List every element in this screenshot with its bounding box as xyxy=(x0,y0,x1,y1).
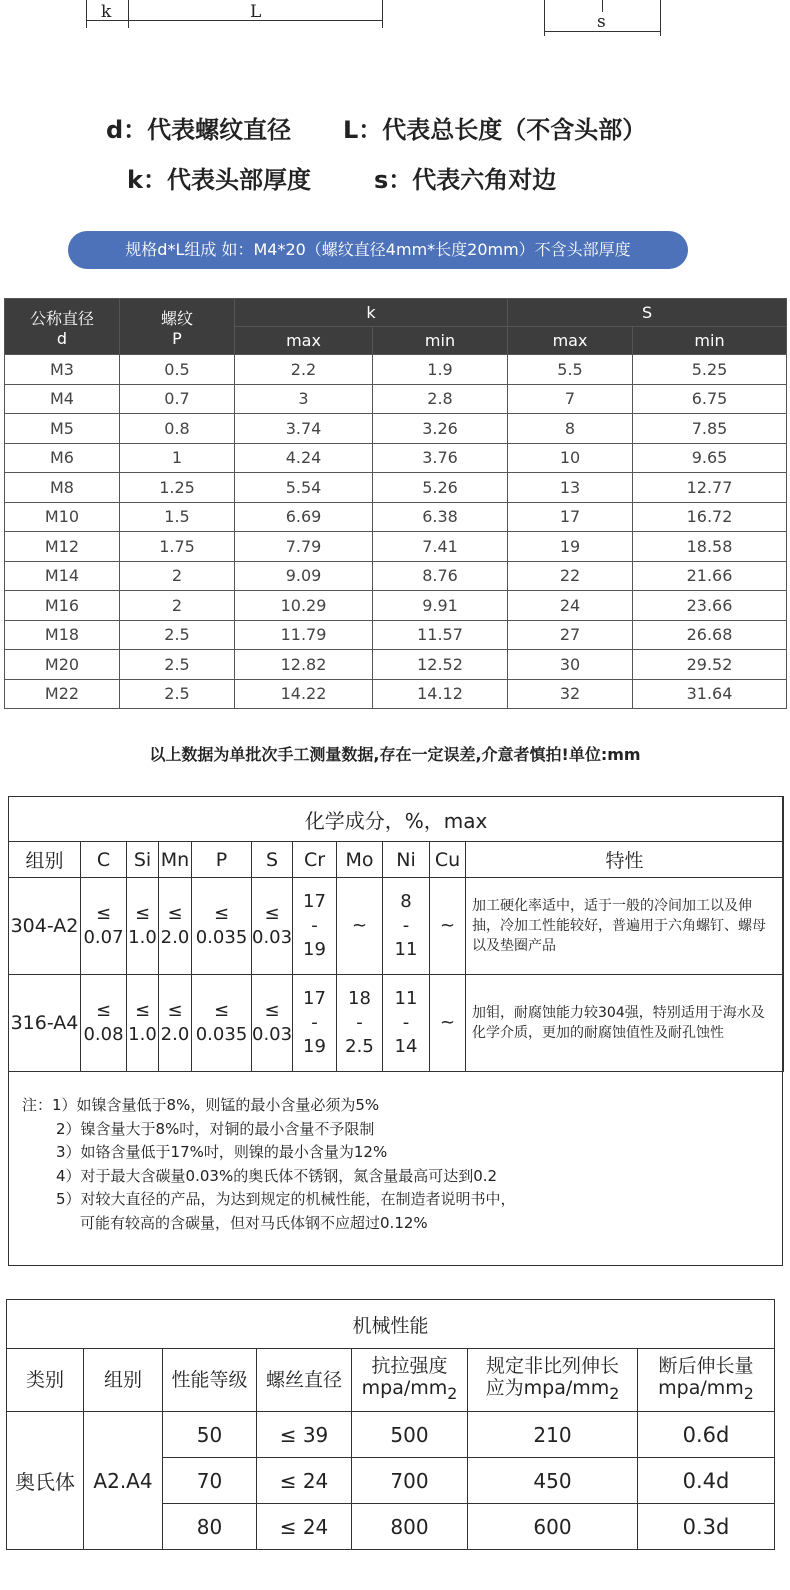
cell-k-min: 6.38 xyxy=(373,502,508,532)
chem-si xyxy=(127,878,159,975)
cell-pitch: 1.5 xyxy=(120,502,235,532)
mech-row xyxy=(7,1412,775,1458)
mech-header-elong-l2 xyxy=(638,1377,774,1405)
table-row xyxy=(5,561,787,591)
cell-s-min: 12.77 xyxy=(633,473,787,503)
chem-row xyxy=(9,975,784,1072)
chem-si xyxy=(127,975,159,1072)
cell-k-max: 14.22 xyxy=(235,679,373,709)
mech-header-yield-sub: 2 xyxy=(609,1383,620,1403)
chem-s-part: 0.03 xyxy=(252,927,293,948)
cell-s-max: 5.5 xyxy=(508,355,633,385)
chem-p xyxy=(192,878,252,975)
chem-mo-part: 2.5 xyxy=(345,1036,374,1057)
chem-c xyxy=(81,878,127,975)
cell-k-max: 2.2 xyxy=(235,355,373,385)
chem-c-part: ≤ xyxy=(95,903,112,924)
table-row xyxy=(5,473,787,503)
header-s-min: min xyxy=(633,327,787,355)
cell-pitch: 2.5 xyxy=(120,620,235,650)
chem-c-part: ≤ xyxy=(95,1000,112,1021)
cell-s-max: 27 xyxy=(508,620,633,650)
cell-nominal-diameter: M20 xyxy=(5,650,120,680)
cell-s-min: 21.66 xyxy=(633,561,787,591)
cell-nominal-diameter: M4 xyxy=(5,384,120,414)
spec-note-banner: 规格d*L组成 如：M4*20（螺纹直径4mm*长度20mm）不含头部厚度 xyxy=(68,231,688,269)
mech-header-tensile-l2 xyxy=(352,1377,467,1405)
chem-header-cell: 组别 xyxy=(9,842,81,878)
cell-s-max: 32 xyxy=(508,679,633,709)
chem-group: 304-A2 xyxy=(9,878,81,975)
chem-p-part: ≤ xyxy=(213,903,230,924)
header-thread-pitch xyxy=(120,299,235,355)
mech-diameter: ≤ 24 xyxy=(257,1458,352,1504)
mech-diameter: ≤ 24 xyxy=(257,1504,352,1550)
chem-cu xyxy=(430,975,466,1072)
cell-pitch: 2 xyxy=(120,591,235,621)
mech-header-yield-l1: 规定非比列伸长 xyxy=(485,1355,619,1378)
mech-elongation: 0.4d xyxy=(638,1458,775,1504)
table-row xyxy=(5,443,787,473)
chem-si-part: 1.0 xyxy=(128,927,157,948)
chem-header-cell: S xyxy=(252,842,293,878)
dim-label-k: k xyxy=(101,2,112,22)
chem-mn-part: ≤ xyxy=(167,1000,183,1021)
cell-pitch: 1 xyxy=(120,443,235,473)
mech-diameter: ≤ 39 xyxy=(257,1412,352,1458)
cell-k-min: 3.76 xyxy=(373,443,508,473)
cell-nominal-diameter: M22 xyxy=(5,679,120,709)
chem-note-line: 5）对较大直径的产品，为达到规定的机械性能，在制造者说明书中， xyxy=(56,1190,516,1208)
mech-tensile: 700 xyxy=(352,1458,468,1504)
chem-row xyxy=(9,878,784,975)
chem-header-cell: C xyxy=(81,842,127,878)
cell-s-max: 24 xyxy=(508,591,633,621)
chem-note-line: 可能有较高的含碳量，但对马氏体钢不应超过0.12% xyxy=(80,1213,428,1232)
mech-elongation: 0.6d xyxy=(638,1412,775,1458)
chemical-header-row xyxy=(9,842,784,878)
cell-s-max: 13 xyxy=(508,473,633,503)
cell-s-min: 23.66 xyxy=(633,591,787,621)
header-k-max: max xyxy=(235,327,373,355)
cell-k-max: 7.79 xyxy=(235,532,373,562)
cell-s-min: 16.72 xyxy=(633,502,787,532)
cell-nominal-diameter: M6 xyxy=(5,443,120,473)
mech-header-yield-l2 xyxy=(468,1377,637,1405)
legend-L: L：代表总长度（不含头部） xyxy=(343,116,647,144)
header-d-line2: d xyxy=(56,328,68,348)
chem-header-cell: Ni xyxy=(383,842,430,878)
cell-s-min: 18.58 xyxy=(633,532,787,562)
chem-mo-part: - xyxy=(356,1012,363,1033)
table-row xyxy=(5,414,787,444)
chemical-notes xyxy=(22,1094,516,1235)
dimensions-table-body xyxy=(5,355,787,709)
cell-k-max: 9.09 xyxy=(235,561,373,591)
table-row xyxy=(5,620,787,650)
cell-s-min: 31.64 xyxy=(633,679,787,709)
chem-s-part: ≤ xyxy=(264,903,280,924)
dim-tick-mid xyxy=(128,0,129,28)
dim-line-k-L xyxy=(86,20,383,21)
chem-ni-part: 11 xyxy=(394,988,418,1009)
cell-k-max: 3 xyxy=(235,384,373,414)
mech-yield: 210 xyxy=(468,1412,638,1458)
chem-mo-part: ~ xyxy=(351,915,368,936)
cell-k-min: 1.9 xyxy=(373,355,508,385)
cell-k-min: 9.91 xyxy=(373,591,508,621)
cell-k-min: 12.52 xyxy=(373,650,508,680)
mech-group: A2.A4 xyxy=(84,1412,163,1550)
mech-header-tensile-unit: mpa/mm xyxy=(361,1377,448,1400)
chem-mn xyxy=(159,878,192,975)
chem-mn xyxy=(159,975,192,1072)
chem-cr xyxy=(293,878,337,975)
mech-yield: 600 xyxy=(468,1504,638,1550)
chem-c xyxy=(81,975,127,1072)
chem-s xyxy=(252,975,293,1072)
chem-mn-part: 2.0 xyxy=(160,927,190,948)
cell-pitch: 0.7 xyxy=(120,384,235,414)
header-p-line2: P xyxy=(172,328,182,348)
chem-s-part: 0.03 xyxy=(252,1024,293,1045)
header-s-max: max xyxy=(508,327,633,355)
cell-k-max: 12.82 xyxy=(235,650,373,680)
chem-cr-part: 17 xyxy=(303,891,326,912)
mech-category: 奥氏体 xyxy=(7,1412,84,1550)
chem-mn-part: ≤ xyxy=(167,903,183,924)
chem-s-part: ≤ xyxy=(264,1000,280,1021)
mech-header-yield-unit: 应为mpa/mm xyxy=(485,1377,610,1400)
mech-grade: 80 xyxy=(163,1504,257,1550)
cell-s-min: 9.65 xyxy=(633,443,787,473)
cell-k-min: 8.76 xyxy=(373,561,508,591)
mech-header-group: 组别 xyxy=(84,1349,163,1412)
cell-k-max: 10.29 xyxy=(235,591,373,621)
mech-header-tensile xyxy=(352,1349,468,1412)
header-k: k xyxy=(235,299,508,327)
chem-cu xyxy=(430,878,466,975)
mechanical-title: 机械性能 xyxy=(7,1300,775,1349)
mech-header-grade: 性能等级 xyxy=(163,1349,257,1412)
legend-s: s：代表六角对边 xyxy=(374,166,557,194)
chem-p xyxy=(192,975,252,1072)
mech-header-yield xyxy=(468,1349,638,1412)
measurement-note: 以上数据为单批次手工测量数据,存在一定误差,介意者慎拍!单位:mm xyxy=(149,745,641,764)
cell-s-min: 6.75 xyxy=(633,384,787,414)
chem-note-line: 3）如铬含量低于17%吋，则镍的最小含量为12% xyxy=(56,1143,388,1161)
cell-s-max: 17 xyxy=(508,502,633,532)
chem-header-cell: Cu xyxy=(430,842,466,878)
table-row xyxy=(5,532,787,562)
mech-grade: 50 xyxy=(163,1412,257,1458)
cell-nominal-diameter: M18 xyxy=(5,620,120,650)
header-k-min: min xyxy=(373,327,508,355)
chem-note-line: 4）对于最大含碳量0.03%的奥氏体不锈钢，氮含量最高可达到0.2 xyxy=(56,1166,498,1185)
chem-cr-part: - xyxy=(311,915,318,936)
cell-k-min: 5.26 xyxy=(373,473,508,503)
chem-header-cell: Cr xyxy=(293,842,337,878)
mech-elongation: 0.3d xyxy=(638,1504,775,1550)
chem-s xyxy=(252,878,293,975)
chem-si-part: ≤ xyxy=(134,1000,151,1021)
mech-header-elong-unit: mpa/mm xyxy=(658,1377,744,1400)
cell-s-max: 7 xyxy=(508,384,633,414)
chem-ni-part: 11 xyxy=(394,939,418,960)
mech-header-elongation xyxy=(638,1349,775,1412)
chem-ni-part: 8 xyxy=(400,891,412,912)
chem-cr-part: 19 xyxy=(303,1036,326,1057)
cell-s-max: 22 xyxy=(508,561,633,591)
cell-k-min: 3.26 xyxy=(373,414,508,444)
mechanical-table-body xyxy=(7,1412,775,1550)
dim-tick-left xyxy=(86,0,87,28)
dimensions-table xyxy=(4,298,787,709)
header-p-line1: 螺纹 xyxy=(160,308,193,328)
chem-ni xyxy=(383,878,430,975)
dim-label-s: s xyxy=(597,12,606,32)
table-row xyxy=(5,650,787,680)
cell-nominal-diameter: M12 xyxy=(5,532,120,562)
cell-nominal-diameter: M5 xyxy=(5,414,120,444)
cell-s-min: 7.85 xyxy=(633,414,787,444)
chem-mo-part: 18 xyxy=(348,988,371,1009)
chem-ni-part: - xyxy=(402,1012,410,1033)
cell-pitch: 0.8 xyxy=(120,414,235,444)
cell-pitch: 2.5 xyxy=(120,679,235,709)
mech-header-tensile-l1: 抗拉强度 xyxy=(371,1355,448,1378)
mech-yield: 450 xyxy=(468,1458,638,1504)
chem-ni xyxy=(383,975,430,1072)
cell-nominal-diameter: M3 xyxy=(5,355,120,385)
chem-header-cell: Si xyxy=(127,842,159,878)
table-row xyxy=(5,591,787,621)
table-row xyxy=(5,502,787,532)
chem-desc: 加钼，耐腐蚀能力较304强，特别适用于海水及化学介质，更加的耐腐蚀值性及耐孔蚀性 xyxy=(466,975,784,1072)
cell-k-max: 3.74 xyxy=(235,414,373,444)
chem-mn-part: 2.0 xyxy=(160,1024,190,1045)
table-row xyxy=(5,679,787,709)
cell-k-max: 6.69 xyxy=(235,502,373,532)
chem-group: 316-A4 xyxy=(9,975,81,1072)
chem-c-part: 0.07 xyxy=(83,927,124,948)
cell-nominal-diameter: M14 xyxy=(5,561,120,591)
chem-ni-part: - xyxy=(402,915,410,936)
cell-s-min: 26.68 xyxy=(633,620,787,650)
dim-tick-right xyxy=(382,0,383,28)
cell-pitch: 2 xyxy=(120,561,235,591)
cell-s-max: 10 xyxy=(508,443,633,473)
chem-cu-part: ~ xyxy=(439,915,456,936)
chemical-table-body xyxy=(9,878,784,1072)
cell-k-min: 2.8 xyxy=(373,384,508,414)
chem-mo xyxy=(337,975,383,1072)
chem-note-line: 2）镍含量大于8%吋，对铜的最小含量不予限制 xyxy=(56,1119,375,1138)
chemical-title: 化学成分，%，max xyxy=(9,797,784,842)
chem-ni-part: 14 xyxy=(394,1036,418,1057)
mech-tensile: 800 xyxy=(352,1504,468,1550)
chem-header-cell: Mn xyxy=(159,842,192,878)
cell-s-max: 19 xyxy=(508,532,633,562)
chem-note-line: 注：1）如镍含量低于8%，则锰的最小含量必须为5% xyxy=(22,1096,380,1114)
header-s: S xyxy=(508,299,787,327)
header-nominal-diameter xyxy=(5,299,120,355)
chem-p-part: ≤ xyxy=(213,1000,230,1021)
header-d-line1: 公称直径 xyxy=(29,308,94,328)
mech-header-tensile-sub: 2 xyxy=(447,1383,458,1403)
legend-d: d：代表螺纹直径 xyxy=(106,116,292,144)
chem-si-part: ≤ xyxy=(134,903,151,924)
cell-nominal-diameter: M16 xyxy=(5,591,120,621)
cell-s-max: 8 xyxy=(508,414,633,444)
mech-header-elong-sub: 2 xyxy=(743,1383,754,1403)
chem-si-part: 1.0 xyxy=(128,1024,157,1045)
cell-k-max: 5.54 xyxy=(235,473,373,503)
chem-header-cell: P xyxy=(192,842,252,878)
chem-mo xyxy=(337,878,383,975)
cell-pitch: 0.5 xyxy=(120,355,235,385)
mech-header-diameter: 螺丝直径 xyxy=(257,1349,352,1412)
cell-k-max: 11.79 xyxy=(235,620,373,650)
cell-pitch: 2.5 xyxy=(120,650,235,680)
mech-tensile: 500 xyxy=(352,1412,468,1458)
chem-desc: 加工硬化率适中，适于一般的冷间加工以及伸抽，冷加工性能较好，普遍用于六角螺钉、螺母以及垫圈产品 xyxy=(466,878,784,975)
chem-c-part: 0.08 xyxy=(83,1024,124,1045)
cell-k-min: 7.41 xyxy=(373,532,508,562)
dim-label-L: L xyxy=(250,2,262,22)
cell-k-min: 11.57 xyxy=(373,620,508,650)
cell-nominal-diameter: M8 xyxy=(5,473,120,503)
mech-grade: 70 xyxy=(163,1458,257,1504)
cell-pitch: 1.25 xyxy=(120,473,235,503)
chem-cu-part: ~ xyxy=(439,1012,456,1033)
chemical-table xyxy=(8,796,784,1072)
chem-p-part: 0.035 xyxy=(195,927,248,948)
chem-header-cell: 特性 xyxy=(466,842,784,878)
mech-header-elong-l1: 断后伸长量 xyxy=(658,1355,754,1378)
table-row xyxy=(5,355,787,385)
cell-nominal-diameter: M10 xyxy=(5,502,120,532)
chem-cr-part: - xyxy=(311,1012,318,1033)
cell-k-max: 4.24 xyxy=(235,443,373,473)
cell-pitch: 1.75 xyxy=(120,532,235,562)
chem-cr-part: 19 xyxy=(303,939,326,960)
mechanical-table xyxy=(6,1299,775,1550)
chem-cr xyxy=(293,975,337,1072)
mech-header-category: 类别 xyxy=(7,1349,84,1412)
chem-header-cell: Mo xyxy=(337,842,383,878)
cell-s-min: 29.52 xyxy=(633,650,787,680)
dim-line-s-center xyxy=(602,0,603,12)
legend-k: k：代表头部厚度 xyxy=(127,166,311,194)
cell-s-max: 30 xyxy=(508,650,633,680)
chem-cr-part: 17 xyxy=(303,988,326,1009)
table-row xyxy=(5,384,787,414)
cell-s-min: 5.25 xyxy=(633,355,787,385)
cell-k-min: 14.12 xyxy=(373,679,508,709)
chem-p-part: 0.035 xyxy=(195,1024,248,1045)
